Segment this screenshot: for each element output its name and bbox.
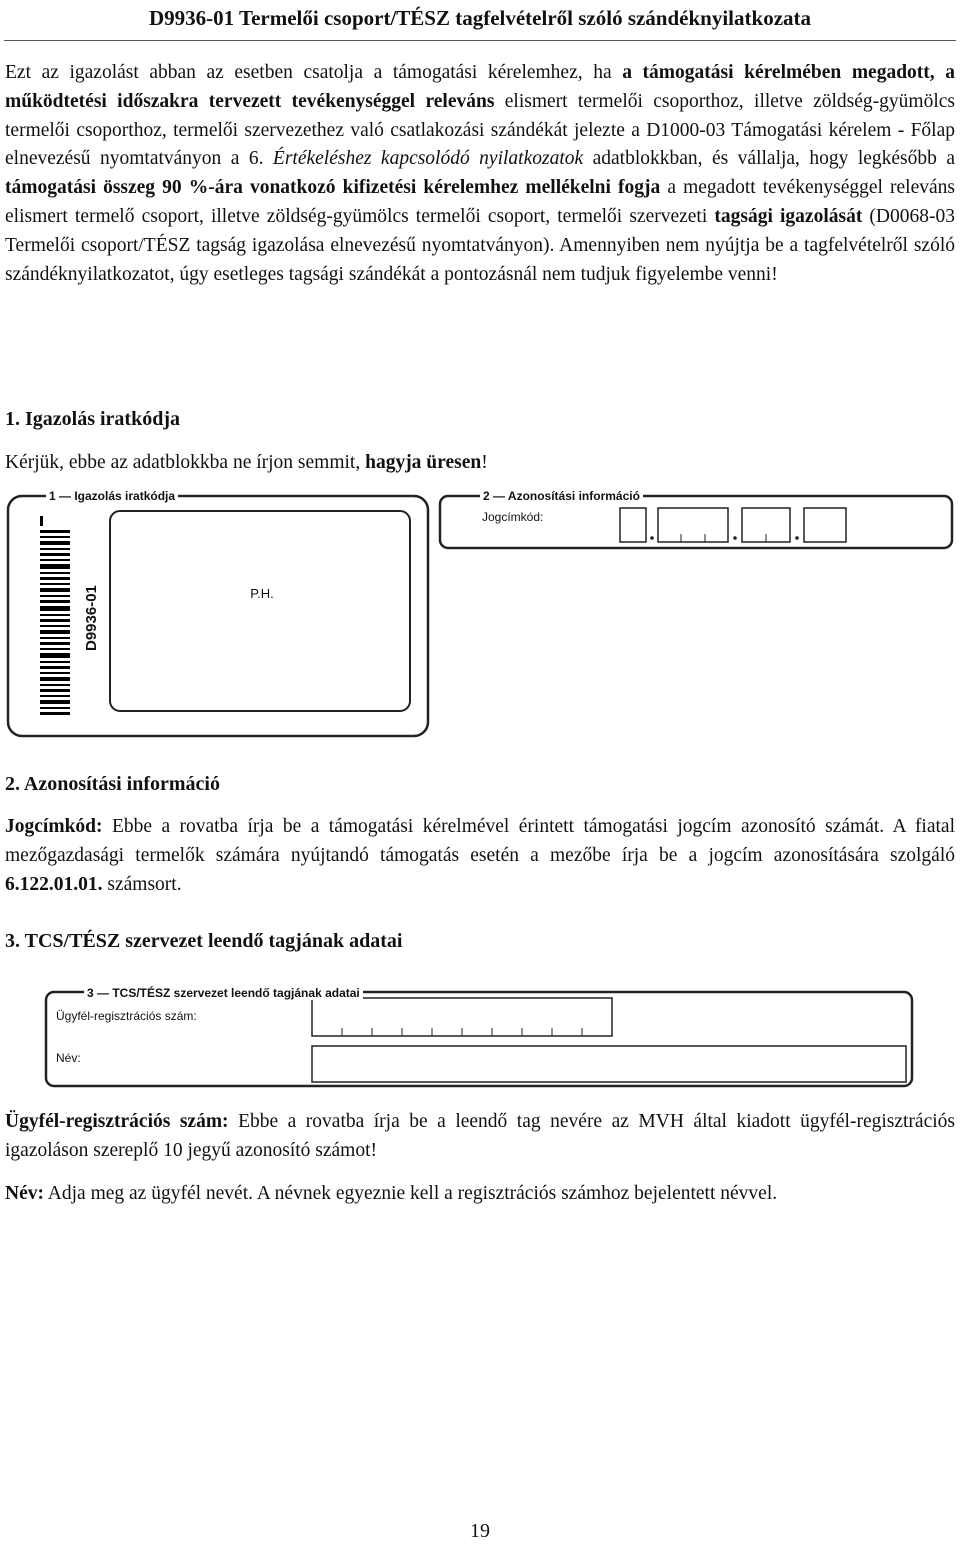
form-box-2-label: 2 — Azonosítási információ [480,489,643,503]
name-input[interactable] [312,1046,906,1082]
reg-number-label: Ügyfél-regisztrációs szám: [56,1009,197,1023]
section-2-paragraph: Jogcímkód: Ebbe a rovatba írja be a támogatási kérelmével érintett támogatási jogcím azonosító számát. A fiatal mezőgazdasági termelők számára nyújtandó támogatás esetén a mezőbe írja be a jogcím azonosítására szolgáló 6.122.01.01. számsort. [5,816,955,895]
form-block-3 [0,984,960,1094]
section-2-heading: 2. Azonosítási információ [5,773,220,795]
section-1-instruction: Kérjük, ebbe az adatblokkba ne írjon semmit, hagyja üresen! [5,452,488,473]
form-box-1-label: 1 — Igazolás iratkódja [46,489,178,503]
page-title: D9936-01 Termelői csoport/TÉSZ tagfelvételről szóló szándéknyilatkozata [148,6,812,30]
name-label: Név: [56,1051,81,1065]
section-1-heading: 1. Igazolás iratkódja [5,408,180,430]
reg-number-explanation: Ügyfél-regisztrációs szám: Ebbe a rovatba írja be a leendő tag nevére az MVH által kiadott ügyfél-regisztrációs igazoláson szereplő 10 jegyű azonosító számot! [5,1111,955,1161]
jogcimkod-field-label: Jogcímkód: [482,510,544,524]
jogcimkod-digit-boxes[interactable] [620,508,846,542]
reg-number-input[interactable] [312,998,612,1036]
barcode [40,516,70,715]
name-explanation: Név: Adja meg az ügyfél nevét. A névnek egyeznie kell a regisztrációs számhoz bejelentett névvel. [5,1183,778,1204]
section-3-heading: 3. TCS/TÉSZ szervezet leendő tagjának adatai [5,930,403,952]
title-divider [4,40,956,41]
stamp-label: P.H. [250,586,274,601]
stamp-area[interactable] [110,511,410,711]
form-box-1 [8,496,428,736]
form-box-3 [46,992,912,1086]
page-number: 19 [470,1520,490,1542]
barcode-code-text: D9936-01 [83,585,100,651]
intro-paragraph: Ezt az igazolást abban az esetben csatolja a támogatási kérelemhez, ha a támogatási kérelmében megadott, a működtetési időszakra tervezett tevékenységgel releváns elismert termelői csoporthoz, illetve zöldség-gyümölcs termelői csoporthoz, termelői szervezethez való csatlakozási szándékát jelezte a D1000-03 Támogatási kérelem - Főlap elnevezésű nyomtatványon a 6. Értékeléshez kapcsolódó nyilatkozatok adatblokkban, és vállalja, hogy legkésőbb a támogatási összeg 90 %-ára vonatkozó kifizetési kérelemhez mellékelni fogja a megadott tevékenységgel releváns elismert termelő csoport, illetve zöldség-gyümölcs termelői csoport, termelői szervezeti tagsági igazolását (D0068-03 Termelői csoport/TÉSZ tagság igazolása elnevezésű nyomtatványon). Amennyiben nem nyújtja be a tagfelvételről szóló szándéknyilatkozatot, úgy esetleges tagsági szándékát a pontozásnál nem tudjuk figyelembe venni! [5,62,956,285]
form-block-1-2 [0,486,960,746]
form-box-3-label: 3 — TCS/TÉSZ szervezet leendő tagjának adatai [84,986,363,1000]
